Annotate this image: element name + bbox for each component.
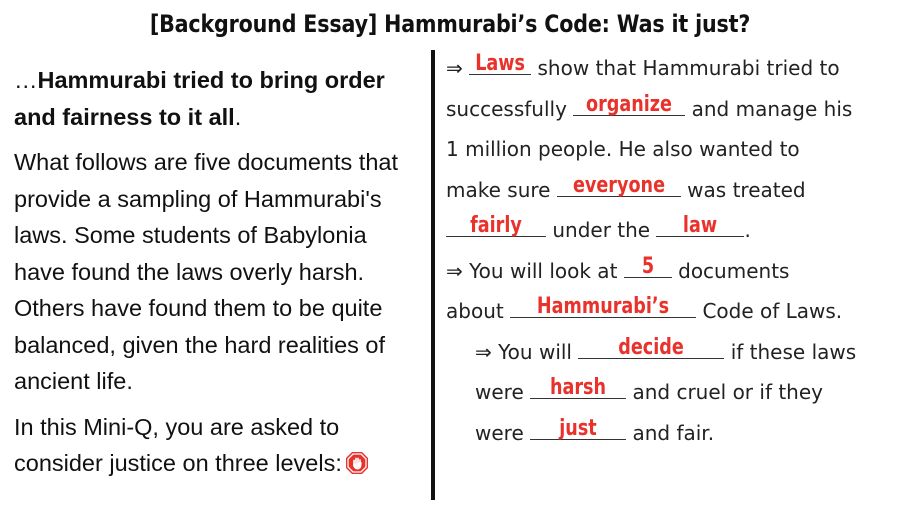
stop-hand-icon (345, 451, 369, 475)
blank-harsh (530, 375, 626, 400)
blank-five (624, 253, 672, 279)
notes-panel (446, 48, 896, 453)
note-line-2 (446, 89, 896, 130)
answer-five: 5 (641, 253, 654, 279)
note-line-4 (446, 170, 896, 211)
note-text: make sure (446, 177, 551, 202)
answer-organize: organize (586, 91, 673, 117)
note-line-1 (446, 48, 896, 89)
note-text: were (475, 380, 524, 404)
note-line-9 (446, 372, 896, 413)
blank-everyone (557, 172, 681, 198)
note-text: under the (552, 218, 651, 242)
lead-bold-text: Hammurabi tried to bring order and fairness to it all (14, 67, 385, 130)
paragraph-mini-q-text: In this Mini-Q, you are asked to consider justice on three levels: (14, 413, 342, 476)
note-text: documents (678, 258, 790, 283)
note-text: was treated (687, 177, 806, 202)
lead-ellipsis: … (14, 67, 38, 93)
blank-laws (469, 51, 531, 76)
blank-law (656, 213, 744, 238)
blank-decide (578, 334, 724, 360)
answer-hammurabis: Hammurabi’s (536, 294, 670, 319)
note-line-10 (446, 413, 896, 454)
note-text: Code of Laws. (702, 299, 843, 323)
note-text: You will look at (469, 258, 618, 283)
page-title: [Background Essay] Hammurabi’s Code: Was it just? (149, 10, 751, 38)
paragraph-mini-q (14, 409, 419, 482)
note-line-8 (446, 332, 896, 373)
answer-harsh: harsh (550, 375, 607, 400)
answer-decide: decide (618, 334, 685, 360)
column-divider (431, 50, 435, 500)
note-text: and fair. (632, 420, 715, 445)
note-text: You will (498, 339, 572, 364)
note-line-3: 1 million people. He also wanted to (446, 137, 800, 161)
lead-period: . (234, 103, 242, 130)
note-text: if these laws (730, 339, 857, 364)
lead-sentence (14, 62, 419, 135)
blank-just (530, 415, 626, 441)
note-text: . (744, 218, 751, 242)
arrow-icon: ⇒ (446, 56, 463, 80)
blank-fairly (446, 213, 546, 238)
answer-just: just (559, 415, 597, 441)
note-text: and cruel or if they (632, 380, 823, 404)
note-line-7 (446, 291, 896, 332)
answer-everyone: everyone (572, 172, 665, 198)
arrow-icon: ⇒ (446, 258, 463, 283)
answer-laws: Laws (475, 51, 526, 76)
note-text: successfully (446, 96, 567, 121)
paragraph-documents: What follows are five documents that provide a sampling of Hammurabi's laws. Some students of Babylonia have found the laws overly harsh. Others have found them to be quite balanced, given the hard realities of ancient life. (14, 149, 399, 394)
essay-excerpt (14, 62, 419, 491)
note-text: and manage his (691, 96, 853, 121)
note-text: were (475, 420, 524, 445)
answer-law: law (683, 213, 718, 238)
arrow-icon: ⇒ (475, 339, 492, 364)
blank-hammurabis (510, 294, 696, 319)
blank-organize (573, 91, 685, 117)
note-line-6 (446, 251, 896, 292)
answer-fairly: fairly (470, 213, 522, 238)
note-text: show that Hammurabi tried to (537, 56, 840, 80)
note-text: about (446, 299, 504, 323)
note-line-5 (446, 210, 896, 251)
